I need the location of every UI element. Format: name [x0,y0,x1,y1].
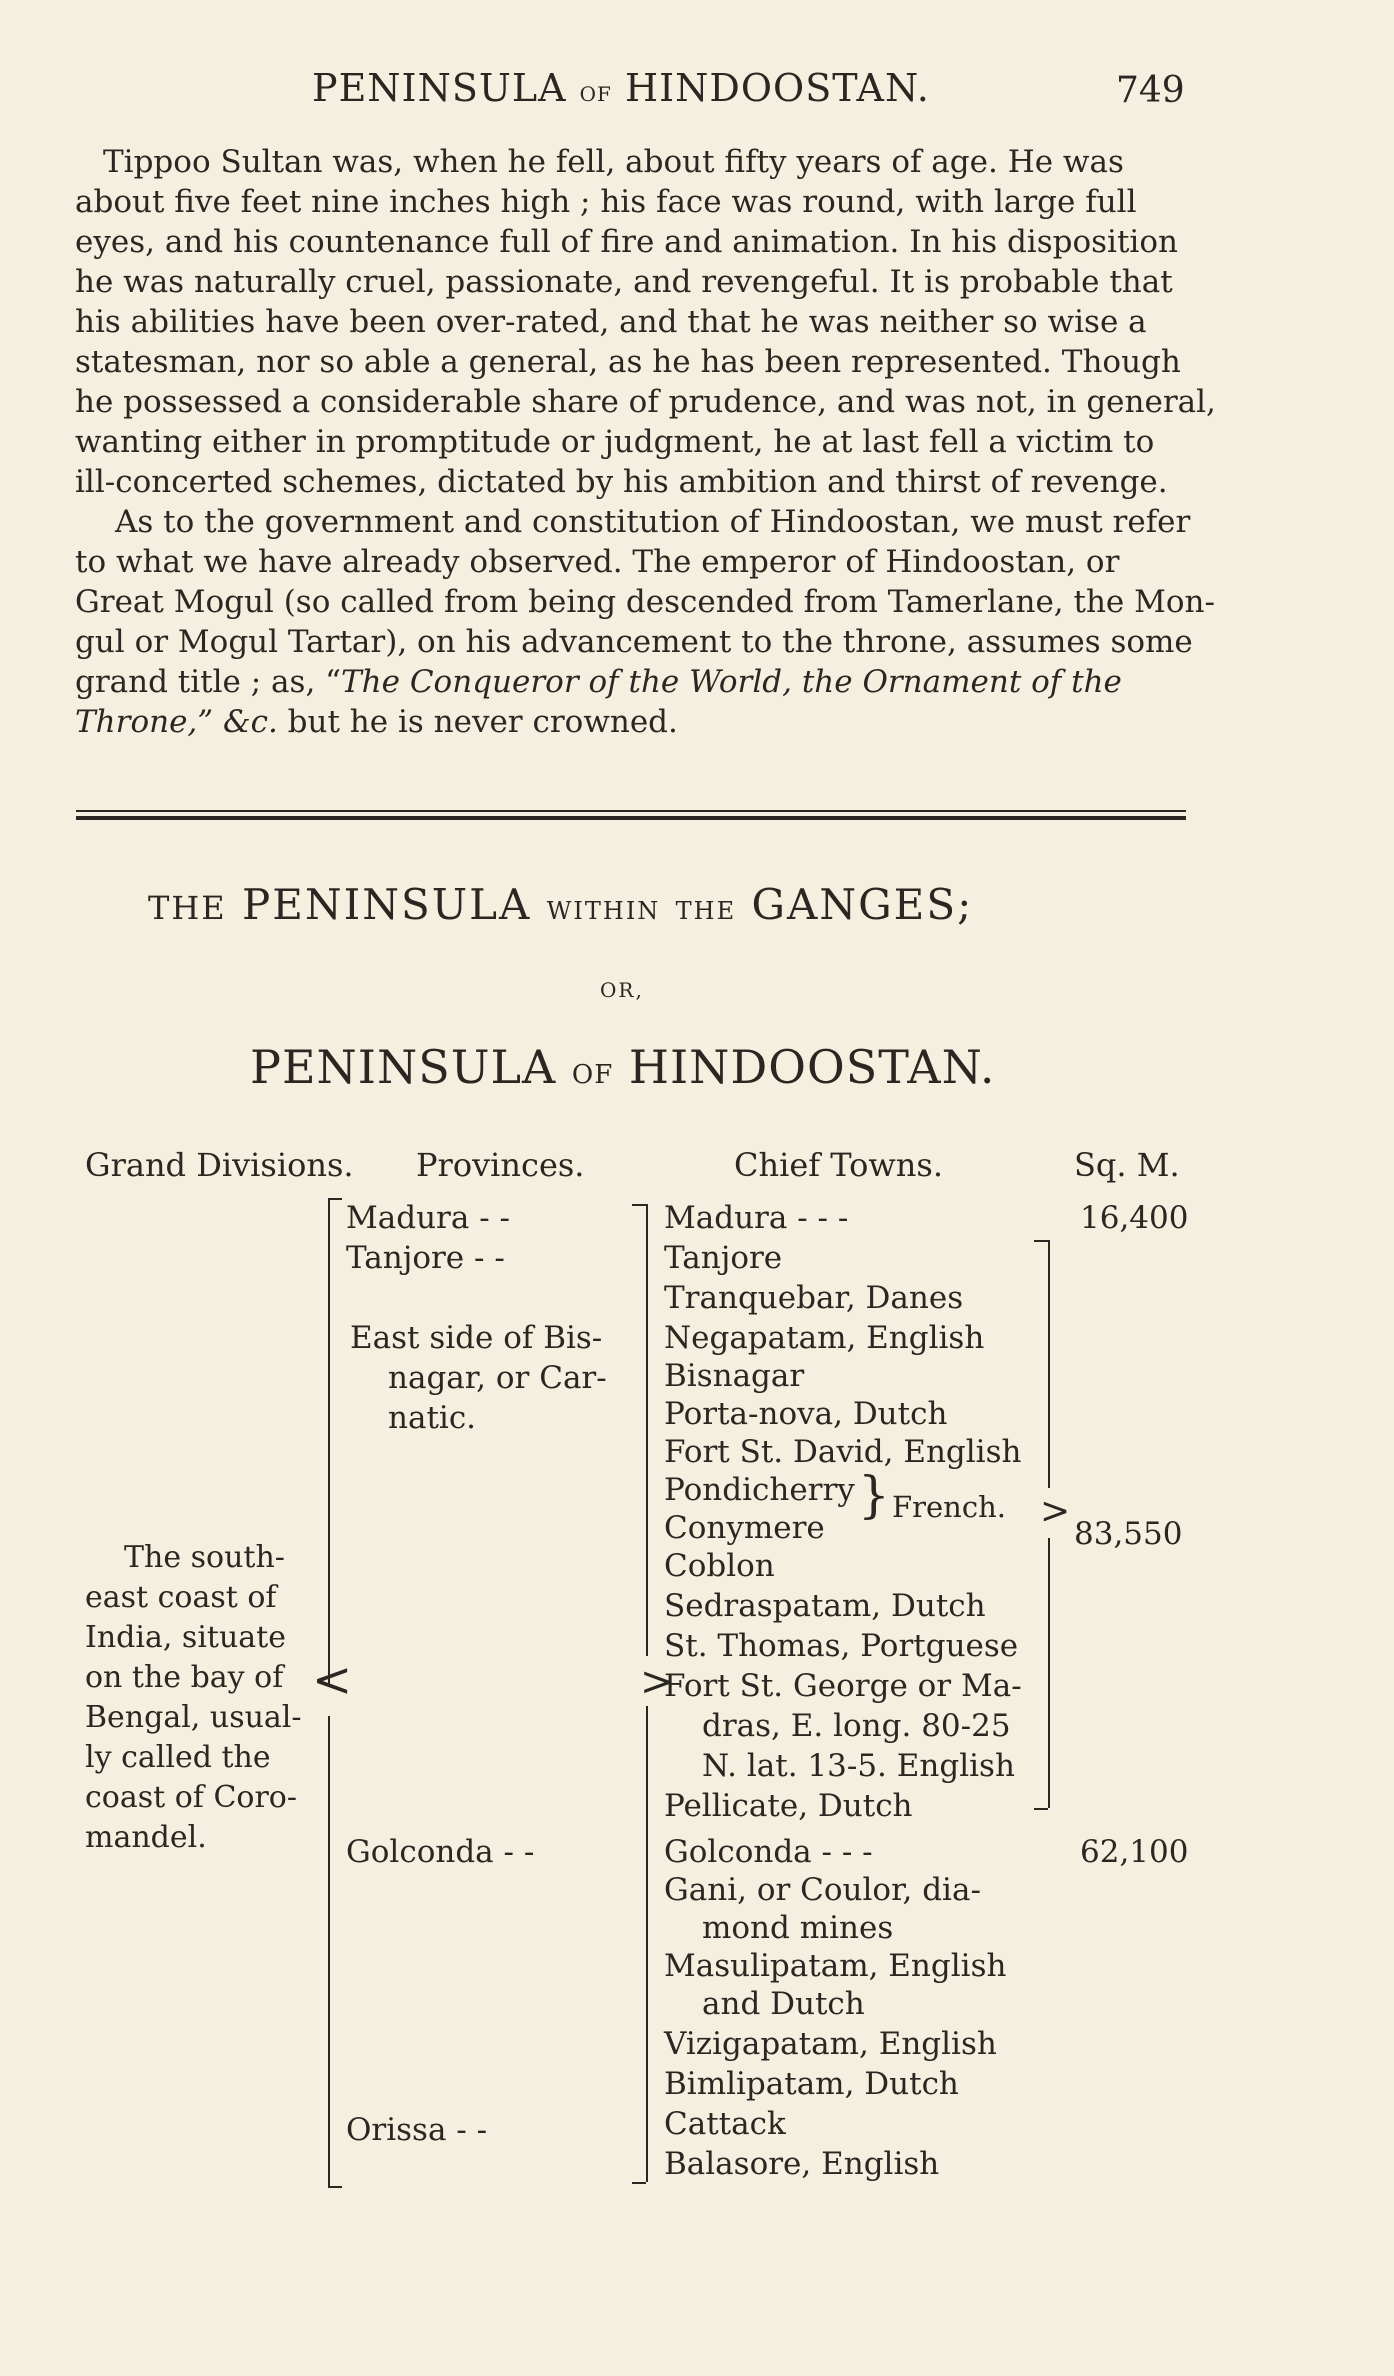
town-gani: Gani, or Coulor, dia- [664,1872,981,1908]
town-tanjore: Tanjore [664,1240,783,1276]
text-line: gul or Mogul Tartar), on his advancement to the throne, assumes some [75,624,1193,660]
text-line: he was naturally cruel, passionate, and revengeful. It is probable that [75,264,1173,300]
grand-division-line: The south- [124,1540,285,1575]
brace-line [646,1204,648,1656]
province-madura: Madura - - [346,1200,510,1236]
town-golconda: Golconda - - - [664,1834,873,1870]
province-east-side: East side of Bis- [350,1320,603,1356]
town-cattack: Cattack [664,2106,786,2142]
text-line [75,664,1122,700]
town-coblon: Coblon [664,1548,775,1584]
section-or: OR, [600,978,644,1002]
grand-division-line: ly called the [85,1740,271,1775]
town-vizigapatam: Vizigapatam, English [664,2026,997,2062]
section-subtitle [250,1040,996,1094]
text-line: As to the government and constitution of Hindoostan, we must refer [115,504,1191,540]
town-st-thomas: St. Thomas, Portguese [664,1628,1019,1664]
title-word: PENINSULA [250,1040,557,1094]
brace-line [328,1198,330,1684]
brace-line [328,1716,330,2186]
town-masulipatam: and Dutch [702,1986,865,2022]
brace-line [1034,1808,1048,1810]
province-tanjore: Tanjore - - [346,1240,505,1276]
brace-line [1048,1240,1050,1488]
text-line: eyes, and his countenance full of fire and animation. In his disposition [75,224,1178,260]
brace-line [632,1204,646,1206]
title-word: OF [571,1060,614,1090]
text-run: but he is never crowned. [277,704,678,740]
title-word: GANGES; [751,880,974,929]
town-madras: Fort St. George or Ma- [664,1668,1022,1704]
brace-point: > [640,1659,674,1705]
brace-line [632,2182,646,2184]
text-line: Tippoo Sultan was, when he fell, about fifty years of age. He was [103,144,1124,180]
grand-division-line: east coast of [85,1580,277,1615]
town-madras: N. lat. 13-5. English [702,1748,1015,1784]
title-word: WITHIN [546,897,661,925]
town-masulipatam: Masulipatam, English [664,1948,1007,1984]
brace-line [1048,1538,1050,1808]
running-head-of: OF [579,82,612,106]
brace-line [646,1706,648,2182]
header-chief-towns: Chief Towns. [734,1146,943,1184]
text-line [75,704,678,740]
town-balasore: Balasore, English [664,2146,940,2182]
sqm-carnatic: 83,550 [1074,1516,1183,1552]
text-line: to what we have already observed. The emperor of Hindoostan, or [75,544,1120,580]
page-number: 749 [1116,70,1185,111]
town-negapatam: Negapatam, English [664,1320,985,1356]
header-sq-m: Sq. M. [1074,1146,1180,1184]
brace-line [1034,1240,1048,1242]
section-rule [76,810,1186,812]
brace-line [328,1198,342,1200]
text-line: about five feet nine inches high ; his face was round, with large full [75,184,1137,220]
title-word: PENINSULA [241,880,532,929]
brace-point: > [1040,1491,1071,1532]
small-brace: } [858,1466,890,1524]
italic-title: The Conqueror of the World, the Ornament of the [341,664,1122,700]
town-porta-nova: Porta-nova, Dutch [664,1396,948,1432]
province-golconda: Golconda - - [346,1834,535,1870]
section-rule [76,816,1186,820]
brace-point: < [312,1652,353,1708]
province-east-side: nagar, or Car- [388,1360,607,1396]
title-word: HINDOOSTAN. [628,1040,996,1094]
running-head-word: PENINSULA [312,66,567,110]
town-pellicate: Pellicate, Dutch [664,1788,913,1824]
grand-division-line: Bengal, usual- [85,1700,302,1735]
header-provinces: Provinces. [416,1146,585,1184]
title-word: THE [148,889,227,927]
sqm-madura: 16,400 [1080,1200,1189,1236]
town-french-note: French. [892,1490,1006,1524]
town-gani: mond mines [702,1910,894,1946]
town-sedraspatam: Sedraspatam, Dutch [664,1588,986,1624]
text-line: ill-concerted schemes, dictated by his ambition and thirst of revenge. [75,464,1168,500]
brace-line [328,2186,342,2188]
town-fort-st-david: Fort St. David, English [664,1434,1022,1470]
running-head-word: HINDOOSTAN. [625,66,930,110]
header-grand-divisions: Grand Divisions. [85,1146,354,1184]
text-run: grand title ; as, “ [75,664,341,700]
section-title [148,880,973,929]
province-orissa: Orissa - - [346,2112,488,2148]
running-head [312,66,930,110]
town-madura: Madura - - - [664,1200,849,1236]
town-madras: dras, E. long. 80-25 [702,1708,1011,1744]
text-run: ” &c. [197,704,278,740]
grand-division-line: mandel. [85,1820,207,1855]
text-line: he possessed a considerable share of prudence, and was not, in general, [75,384,1216,420]
sqm-golconda: 62,100 [1080,1834,1189,1870]
italic-title: Throne, [75,704,198,740]
town-bisnagar: Bisnagar [664,1358,805,1394]
grand-division-line: coast of Coro- [85,1780,297,1815]
grand-division-line: on the bay of [85,1660,284,1695]
province-east-side: natic. [388,1400,477,1436]
text-line: his abilities have been over-rated, and that he was neither so wise a [75,304,1147,340]
town-pondicherry: Pondicherry [664,1472,855,1508]
text-line: Great Mogul (so called from being descended from Tamerlane, the Mon- [75,584,1215,620]
grand-division-line: India, situate [85,1620,286,1655]
text-line: statesman, nor so able a general, as he has been represented. Though [75,344,1181,380]
town-tranquebar: Tranquebar, Danes [664,1280,964,1316]
town-conymere: Conymere [664,1510,825,1546]
town-bimlipatam: Bimlipatam, Dutch [664,2066,959,2102]
title-word: THE [675,897,737,925]
text-line: wanting either in promptitude or judgment, he at last fell a victim to [75,424,1155,460]
